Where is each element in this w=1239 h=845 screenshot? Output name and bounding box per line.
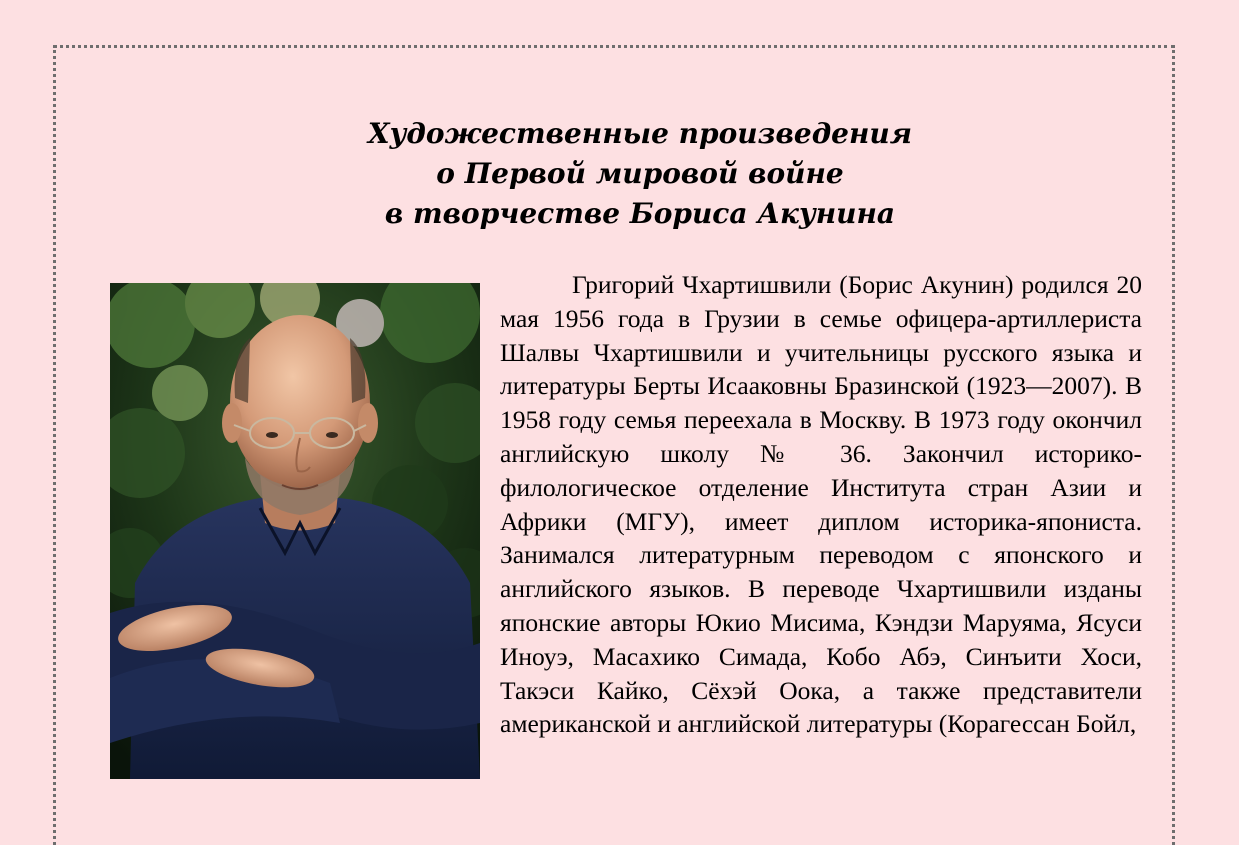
- author-portrait-photo: [110, 283, 480, 779]
- document-title: [0, 114, 1239, 234]
- biography-paragraph: Григорий Чхартишвили (Борис Акунин) родился 20 мая 1956 года в Грузии в семье офицера-артиллериста Шалвы Чхартишвили и учительницы русского языка и литературы Берты Исааковны Бразинской (1923—2007). В 1958 году семья переехала в Москву. В 1973 году окончил английскую школу № 36. Закончил историко-филологическое отделение Института стран Азии и Африки (МГУ), имеет диплом историка-япониста. Занимался литературным переводом с японского и английского языков. В переводе Чхартишвили изданы японские авторы Юкио Мисима, Кэндзи Маруяма, Ясуси Иноуэ, Масахико Симада, Кобо Абэ, Синъити Хоси, Такэси Кайко, Сёхэй Оока, а также представители американской и английской литературы (Корагессан Бойл,: [500, 270, 1142, 739]
- title-line-1: Художественные произведения: [367, 117, 913, 150]
- portrait-illustration: [110, 283, 480, 779]
- title-line-2: о Первой мировой войне: [436, 157, 844, 190]
- title-line-3: в творчестве Бориса Акунина: [384, 197, 896, 230]
